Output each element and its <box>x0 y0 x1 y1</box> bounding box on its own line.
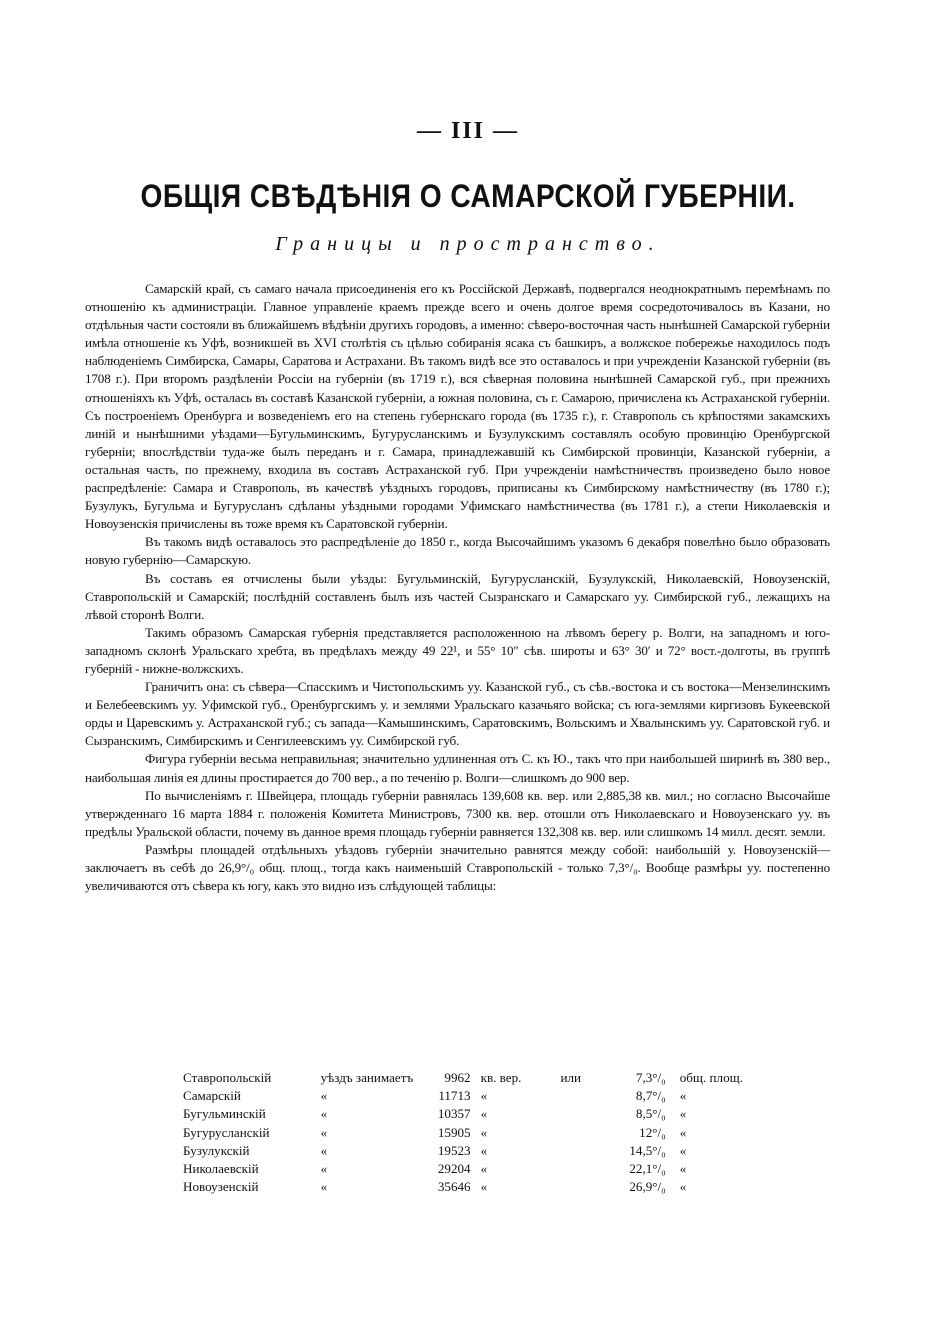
district-name: Ставропольскій <box>183 1070 272 1085</box>
ditto-mark: « <box>679 1124 687 1140</box>
paragraph: Граничитъ она: съ сѣвера—Спасскимъ и Чистопольскимъ уу. Казанской губ., съ сѣв.-востока и съ востока—Мензелинскимъ и Белебеевскимъ уу. Уфимской губ., Оренбургскимъ у. и землями Уральскаго казачьяго войска; съ юга-землями киргизовъ Букеевской орды и Царевскимъ у. Астраханской губ.; съ запада—Камышинскимъ, Саратовскимъ, Вольскимъ и Хвалынскимъ уу. Саратовской губ. и Сызранскимъ, Симбирскимъ и Сенгилеевскимъ уу. Симбирской губ. <box>85 679 830 749</box>
table-or: или <box>560 1070 582 1085</box>
table-row <box>183 1105 743 1123</box>
ditto-mark: « <box>480 1088 488 1104</box>
district-area: 15905 <box>437 1124 471 1140</box>
district-percent: 12°/₀ <box>639 1124 666 1140</box>
district-name: Бугульминскій <box>183 1106 266 1122</box>
ditto-mark: « <box>320 1142 328 1158</box>
table-row <box>183 1069 743 1087</box>
ditto-mark: « <box>320 1179 328 1195</box>
table-tail: общ. площ. <box>679 1070 743 1085</box>
paragraph: Фигура губерніи весьма неправильная; значительно удлиненная отъ С. къ Ю., такъ что при наибольшей ширинѣ въ 380 вер., наибольшая линія ея длины простирается до 700 вер., а по теченію р. Волги—слишкомъ до 900 вер. <box>85 751 830 785</box>
district-area: 11713 <box>438 1088 471 1104</box>
district-percent: 22,1°/₀ <box>629 1161 666 1177</box>
ditto-mark: « <box>320 1161 328 1177</box>
ditto-mark: « <box>320 1088 328 1104</box>
district-percent: 26,9°/₀ <box>629 1179 666 1195</box>
paragraph: Въ составъ ея отчислены были уѣзды: Бугульминскій, Бугурусланскій, Бузулукскій, Николаевскій, Новоузенскій, Ставропольскій и Самарскій; послѣдній составленъ былъ изъ частей Сызранскаго и Самарскаго уу. Симбирской губ., лежащихъ на лѣвой сторонѣ Волги. <box>85 570 830 622</box>
district-area-table <box>183 1069 743 1196</box>
ditto-mark: « <box>320 1106 328 1122</box>
district-name: Бугурусланскій <box>183 1124 270 1140</box>
body-text <box>85 280 830 895</box>
table-row <box>183 1160 743 1178</box>
area-unit: кв. вер. <box>480 1070 522 1085</box>
table-row <box>183 1142 743 1160</box>
district-area: 19523 <box>437 1142 471 1158</box>
ditto-mark: « <box>480 1161 488 1177</box>
table-verb: уѣздъ занимаетъ <box>320 1070 414 1085</box>
table-row <box>183 1178 743 1196</box>
district-area: 35646 <box>437 1179 471 1195</box>
district-area: 10357 <box>437 1106 471 1122</box>
ditto-mark: « <box>480 1124 488 1140</box>
district-percent: 8,7°/₀ <box>635 1088 666 1104</box>
paragraph: Самарскій край, съ самаго начала присоединенія его къ Россійской Державѣ, подвергался неоднократнымъ перемѣнамъ по отношенію къ администраціи. Главное управленіе краемъ прежде всего и очень долгое время сосредоточивалось въ Казани, но отдѣльныя части состояли въ ближайшемъ вѣдѣніи другихъ городовъ, а именно: сѣверо-восточная часть нынѣшней Самарской губерніи имѣла отношеніе къ Уфѣ, возникшей въ XVI столѣтія съ цѣлью собиранія ясака съ башкиръ, а волжское побережье находилось подъ наблюденіемъ Симбирска, Самары, Саратова и Астрахани. Въ такомъ видѣ все это оставалось и при учрежденіи Казанской губерніи (въ 1708 г.). При второмъ раздѣленіи Россіи на губерніи (въ 1719 г.), вся сѣверная половина нынѣшней Самарской губ., при прежнихъ отношеніяхъ къ Уфѣ, осталась въ составѣ Казанской губерніи, а южная половина, съ г. Самарою, причислена къ Астраханской губерніи. Съ построеніемъ Оренбурга и возведеніемъ его на степень губернскаго города (въ 1735 г.), г. Ставрополь съ крѣпостями закамскихъ линій и нынѣшними уѣздами—Бугульминскимъ, Бугурусланскимъ и Бузулукскимъ составлялъ особую провинцію Оренбургской губерніи; впослѣдствіи туда-же былъ переданъ и г. Самара, принадлежавшій къ Симбирской провинціи, Казанской губерніи, а остальная часть, по прежнему, входила въ составъ Астраханской губ. При учрежденіи намѣстничествъ произведено было новое распредѣленіе: Самара и Ставрополь, въ качествѣ уѣздныхъ городовъ, приписаны къ Симбирскому намѣстничеству (въ 1780 г.); Бузулукъ, Бугульма и Бугурусланъ сдѣланы уѣздными городами Уфимскаго намѣстничества (въ 1781 г.), а степи Николаевскія и Новоузенскія причислены въ тоже время къ Саратовской губерніи. <box>85 281 830 532</box>
district-percent: 7,3°/₀ <box>635 1070 666 1085</box>
ditto-mark: « <box>679 1088 687 1104</box>
district-name: Самарскій <box>183 1088 241 1104</box>
paragraph: Размѣры площадей отдѣльныхъ уѣздовъ губерніи значительно равнятся между собой: наибольшій у. Новоузенскій—заключаетъ въ себѣ до 26,9°/₀ общ. площ., тогда какъ наименьшій Ставропольскій - только 7,3°/₀. Вообще размѣры уу. постепенно увеличиваются отъ сѣвера къ югу, какъ это видно изъ слѣдующей таблицы: <box>85 841 830 894</box>
ditto-mark: « <box>679 1106 687 1122</box>
ditto-mark: « <box>320 1124 328 1140</box>
page-number: — III — <box>416 118 520 144</box>
ditto-mark: « <box>480 1179 488 1195</box>
paragraph: Такимъ образомъ Самарская губернія представляется расположенною на лѣвомъ берегу р. Волги, на западномъ и юго-западномъ склонѣ Уральскаго хребта, въ предѣлахъ между 49 22¹, и 55° 10″ сѣв. широты и 63° 30′ и 72° вост.-долготы, въ группѣ губерній - нижне-волжскихъ. <box>85 624 830 676</box>
paragraph: Въ такомъ видѣ оставалось это распредѣленіе до 1850 г., когда Высочайшимъ указомъ 6 декабря повелѣно было образовать новую губернію—Самарскую. <box>85 534 830 568</box>
district-name: Бузулукскій <box>183 1142 250 1158</box>
district-percent: 14,5°/₀ <box>629 1142 666 1158</box>
ditto-mark: « <box>679 1161 687 1177</box>
page-title: ОБЩІЯ СВѢДѢНІЯ О САМАРСКОЙ ГУБЕРНІИ. <box>140 178 796 214</box>
district-percent: 8,5°/₀ <box>635 1106 666 1122</box>
ditto-mark: « <box>679 1179 687 1195</box>
section-subtitle: Границы и пространство. <box>275 233 661 255</box>
ditto-mark: « <box>480 1142 488 1158</box>
ditto-mark: « <box>480 1106 488 1122</box>
paragraph: По вычисленіямъ г. Швейцера, площадь губерніи равнялась 139,608 кв. вер. или 2,885,38 кв. мил.; но согласно Высочайше утвержденнаго 16 марта 1884 г. положенія Комитета Министровъ, 7300 кв. вер. отошли отъ Николаевскаго и Новоузенскаго уу. въ предѣлы Уральской области, почему въ данное время площадь губерніи равняется 132,308 кв. вер. или слишкомъ 14 милл. десят. земли. <box>85 787 830 839</box>
table-row <box>183 1087 743 1105</box>
district-area: 29204 <box>437 1161 471 1177</box>
district-area: 9962 <box>444 1070 471 1085</box>
district-name: Новоузенскій <box>183 1179 259 1195</box>
table-row <box>183 1124 743 1142</box>
district-name: Николаевскій <box>183 1161 259 1177</box>
ditto-mark: « <box>679 1142 687 1158</box>
